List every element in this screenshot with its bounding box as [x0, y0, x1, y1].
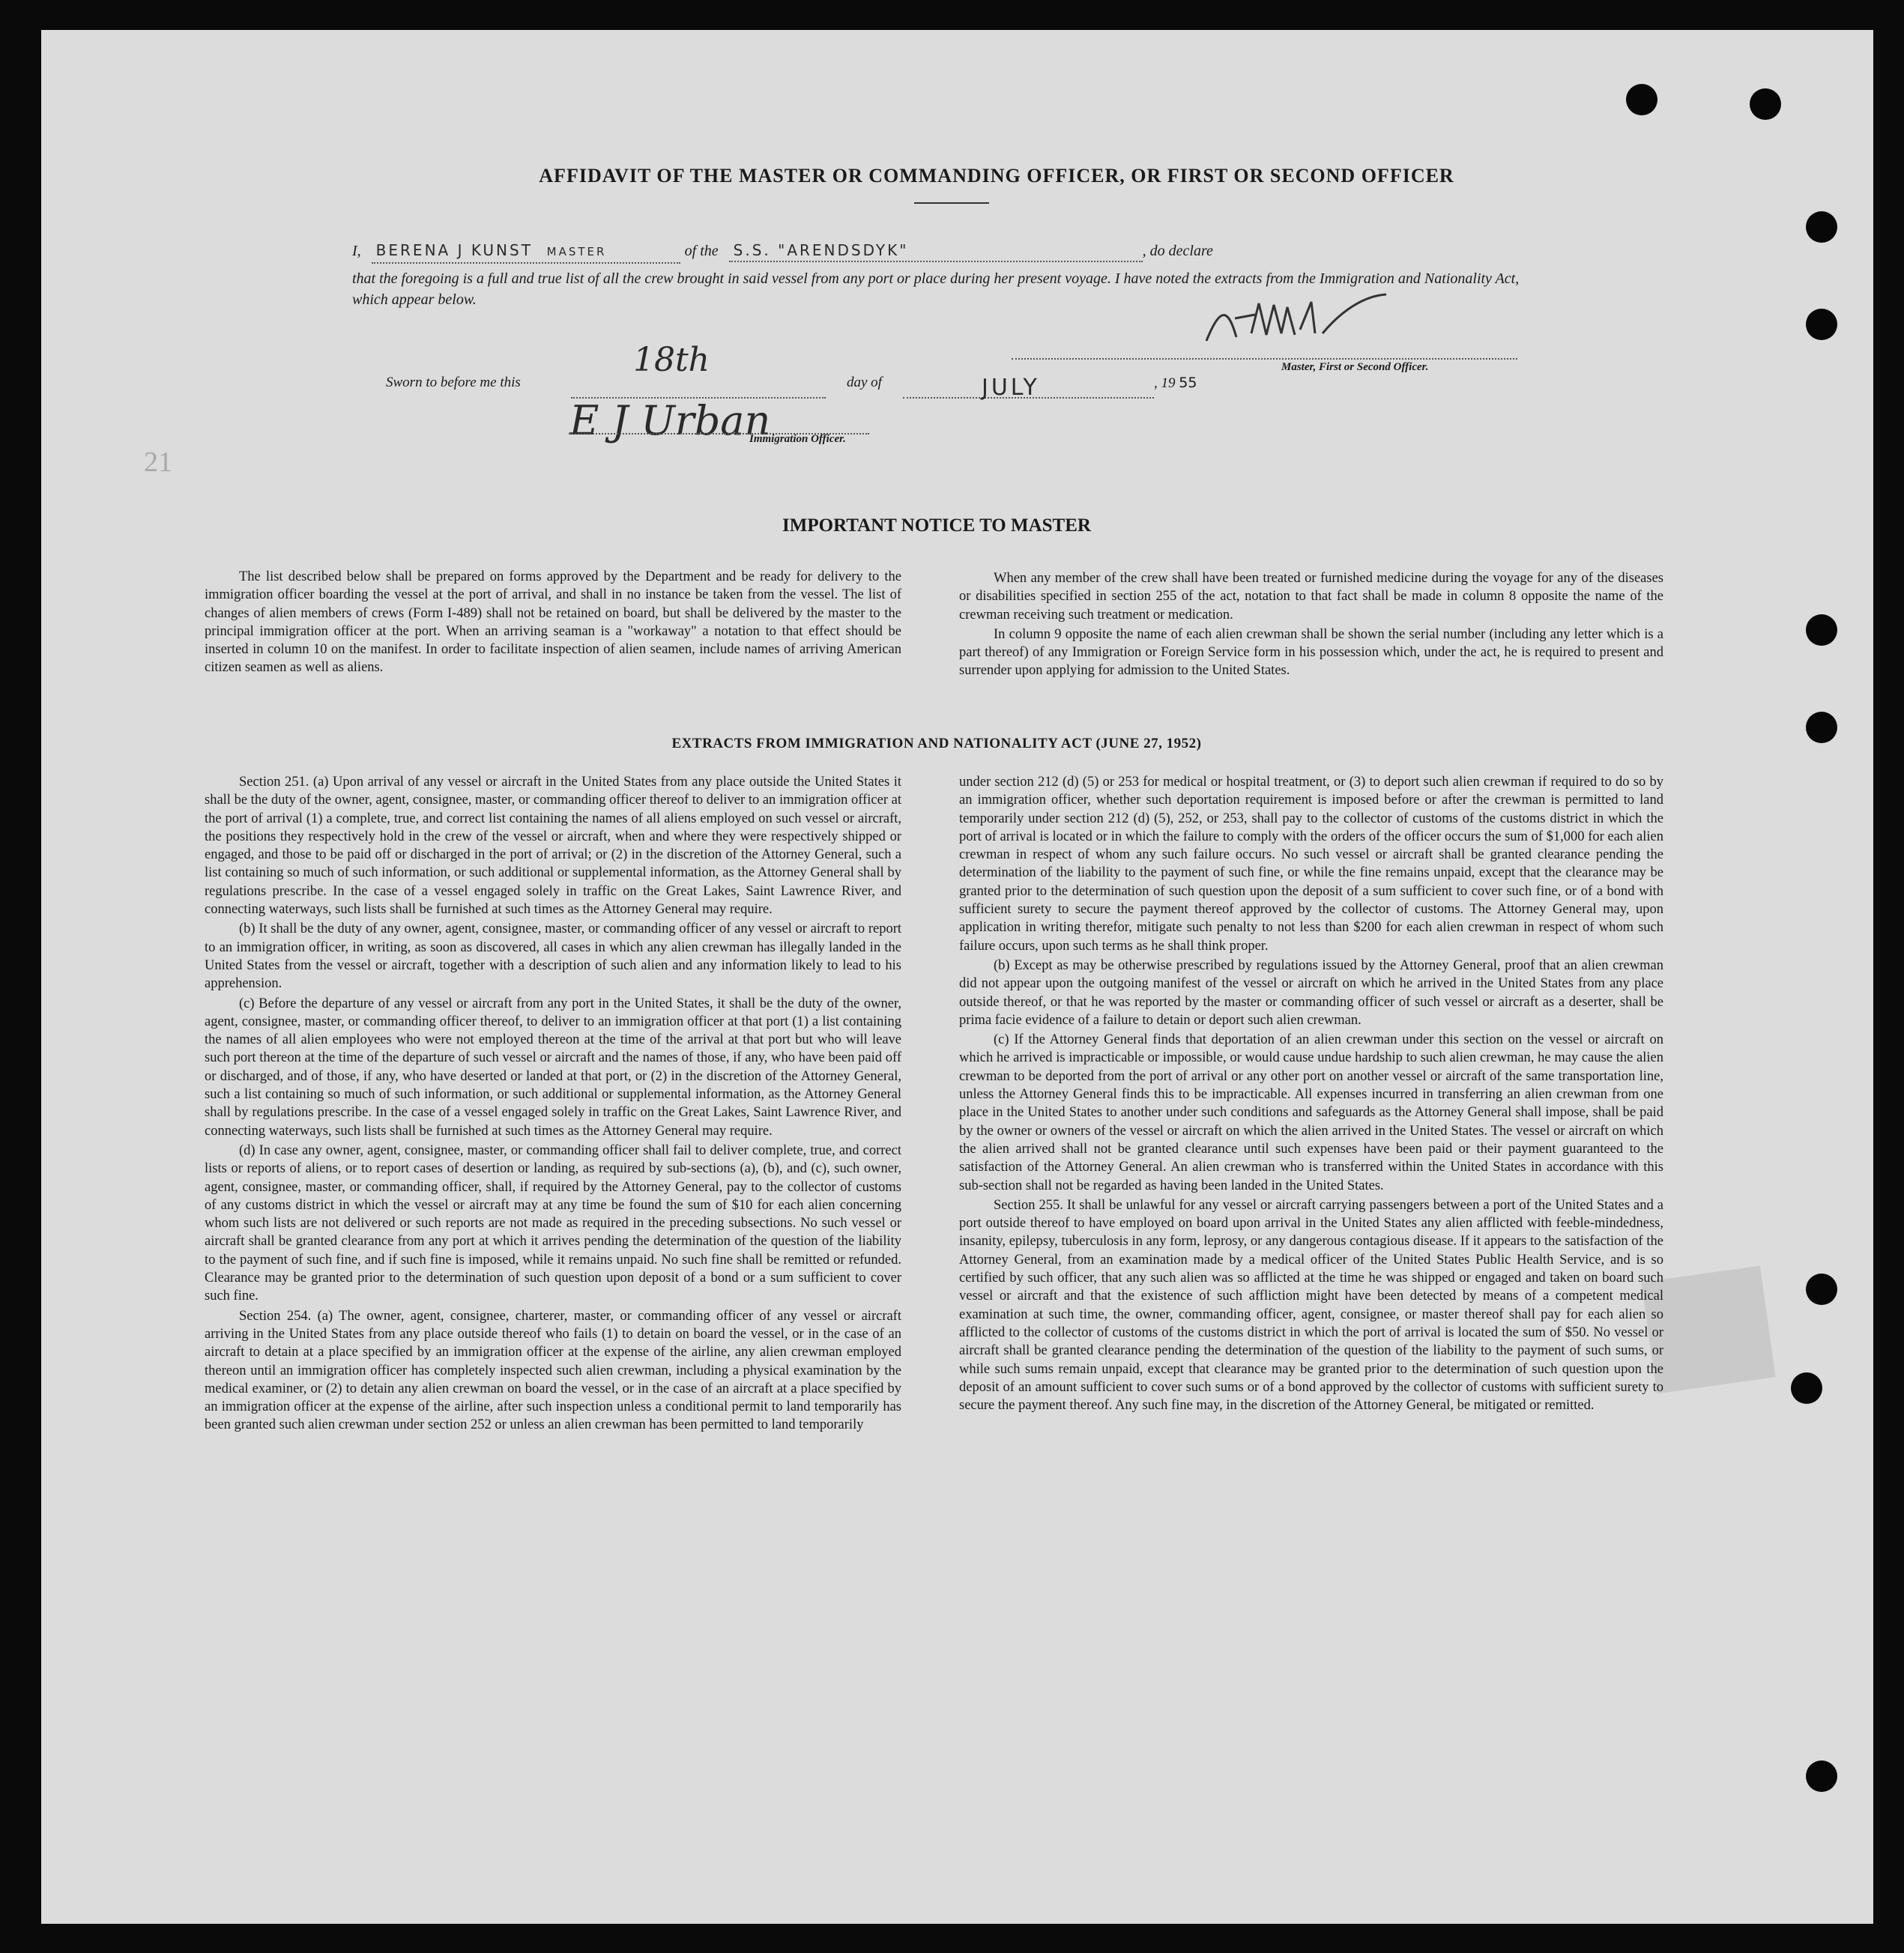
punch-hole — [1806, 309, 1837, 340]
title-underline — [914, 202, 989, 204]
year-prefix-text: , 19 — [1154, 375, 1176, 391]
extract-paragraph: (c) If the Attorney General finds that deportation of an alien crewman under this section on the vessel or aircraft on which he arrived is impracticable or impossible, or would cause undue hardship to such alien crewman, he may cause the alien crewman to be deported from the port of arrival or any other port on another vessel or aircraft of the same transportation line, unless the Attorney General finds this to be impracticable. All expenses incurred in transferring an alien crewman from one place in the United States to another under such conditions and safeguards as the Attorney General shall impose, shall be paid by the owner or owners of the vessel or aircraft on which the alien arrived in the United States. The vessel or aircraft on which the alien arrived shall not be granted clearance until such expenses have been paid or their payment guaranteed to the satisfaction of the Attorney General. An alien crewman who is transferred within the United States in accordance with this sub-section shall not be regarded as having been landed in the United States. — [959, 1032, 1663, 1193]
notice-right-paragraph: In column 9 opposite the name of each alien crewman shall be shown the serial number (including any letter which is a part thereof) of any Immigration or Foreign Service form in his possession which, under the act, he is required to present and surrender upon applying for admission to the United States. — [959, 626, 1663, 679]
year-prefix — [1154, 375, 1197, 392]
do-declare-label: , do declare — [1142, 243, 1213, 259]
notice-right-column — [959, 569, 1663, 682]
punch-hole — [1626, 84, 1657, 115]
of-the-label: of the — [684, 243, 719, 259]
extract-paragraph: Section 255. It shall be unlawful for any vessel or aircraft carrying passengers between a port of the United States and a port outside thereof to have employed on board upon arrival in the United States any alien afflicted with feeble-mindedness, insanity, epilepsy, tuberculosis in any form, leprosy, or any dangerous contagious disease. If it appears to the satisfaction of the Attorney General, from an examination made by a medical officer of the United States Public Health Service, and is so certified by such officer, that any such alien was so afflicted at the time he was shipped or engaged and taken on board such vessel or aircraft and that the existence of such affliction might have been detected by means of a competent medical examination at such time, the owner, commanding officer, agent, consignee, or master thereof shall pay for each alien so afflicted to the collector of customs of the customs district in which the port of arrival is located the sum of $50. No vessel or aircraft shall be granted clearance pending the determination of the question of the liability to the payment of such sums, or while such sums remain unpaid, except that clearance may be granted prior to the determination of such question upon the deposit of an amount sufficient to cover such sums or of a bond approved by the collector of customs with sufficient surety to secure the payment thereof. Any such fine may, in the discretion of the Attorney General, be mitigated or remitted. — [959, 1197, 1663, 1414]
punch-hole — [1806, 211, 1837, 243]
punch-hole — [1806, 712, 1837, 743]
extract-paragraph: under section 212 (d) (5) or 253 for medical or hospital treatment, or (3) to deport such alien crewman if required to do so by an immigration officer, whether such deportation requirement is imposed before or after the crewman is permitted to land temporarily under section 212 (d) (5), 252, or 253, shall pay to the collector of customs of the customs district in which the port of arrival is located or in which the failure to comply with the orders of the officer occurs the sum of $1,000 for each alien crewman in respect of whom any such failure occurs. No such vessel or aircraft shall be granted clearance pending the determination of the liability to the payment of such fine, or while the fine remains unpaid, except that the clearance may be granted prior to the determination of such question upon the deposit of a sum sufficient to cover such fine, or of a bond with sufficient surety to secure the payment thereof approved by the collector of customs. The Attorney General may, upon application in writing therefor, mitigate such penalty to not less than $200 for each alien crewman in respect of whom such failure occurs, upon such terms as he shall think proper. — [959, 775, 1663, 954]
notice-left-paragraph: The list described below shall be prepared on forms approved by the Department and be ready for delivery to the immigration officer boarding the vessel at the port of arrival, and shall in no instance be taken from the vessel. The list of changes of alien members of crews (Form I-489) shall not be retained on board, but shall be delivered by the master to the principal immigration officer at the port. When an arriving seaman is a "workaway" a notation to that effect should be inserted in column 10 on the manifest. In order to facilitate inspection of alien seamen, include names of arriving American citizen seamen as well as aliens. — [205, 569, 901, 676]
extract-paragraph: (b) It shall be the duty of any owner, agent, consignee, master, or commanding officer of any vessel or aircraft to report to an immigration officer, in writing, as soon as discovered, all cases in which any alien crewman has illegally landed in the United States from the vessel or aircraft, together with a description of such alien and any information likely to lead to his apprehension. — [205, 921, 901, 992]
year-value: 55 — [1179, 375, 1197, 391]
day-value: 18th — [633, 341, 710, 379]
notice-left-column — [205, 568, 901, 679]
master-name: BERENA J KUNST — [375, 241, 533, 259]
extract-paragraph: (d) In case any owner, agent, consignee, master, or commanding officer shall fail to deliver complete, true, and correct lists or reports of aliens, or to report cases of desertion or landing, as required by sub-sections (a), (b), and (c), such owner, agent, consignee, master, or commanding officer, shall, if required by the Attorney General, pay to the collector of customs of any customs district in which the vessel or aircraft may at any time be found the sum of $10 for each alien concerning whom such lists are not delivered or such reports are not made as required in the preceding subsections. No such vessel or aircraft shall be granted clearance from any port at which it arrives pending the determination of the question of the liability to the payment of such fine, and if such fine is imposed, while it remains unpaid. No such fine shall be remitted or refunded. Clearance may be granted prior to the determination of such question upon deposit of a bond or a sum sufficient to cover such fine. — [205, 1142, 901, 1304]
vessel-name: S.S. "ARENDSDYK" — [733, 241, 909, 259]
notice-right-paragraph: When any member of the crew shall have been treated or furnished medicine during the voyage for any of the diseases or disabilities specified in section 255 of the act, notation to that fact shall be made in column 8 opposite the name of the crewman receiving such treatment or medication. — [959, 571, 1663, 623]
punch-hole — [1806, 614, 1837, 646]
punch-hole — [1806, 1274, 1837, 1305]
extracts-left-column — [205, 773, 901, 1436]
affidavit-title: AFFIDAVIT OF THE MASTER OR COMMANDING OFFICER, OR FIRST OR SECOND OFFICER — [539, 165, 1454, 187]
punch-hole — [1750, 88, 1781, 120]
extract-paragraph: Section 251. (a) Upon arrival of any vessel or aircraft in the United States from any place outside the United States it shall be the duty of the owner, agent, consignee, master, or commanding officer thereof to deliver to an immigration officer at the port of arrival (1) a complete, true, and correct list containing the names of all aliens employed on such vessel or aircraft, the positions they respectively hold in the crew of the vessel or aircraft, when and where they were respectively shipped or engaged, and those to be paid off or discharged in the port of arrival; or (2) in the discretion of the Attorney General, such a list containing so much of such information, or such additional or supplemental information, as the Attorney General shall by regulations prescribe. In the case of a vessel engaged solely in traffic on the Great Lakes, Saint Lawrence River, and connecting waterways, such lists shall be furnished at such times as the Attorney General may require. — [205, 775, 901, 918]
sworn-label: Sworn to before me this — [386, 375, 521, 390]
master-word: MASTER — [546, 245, 607, 258]
vessel-name-field — [729, 240, 1143, 262]
extract-paragraph: Section 254. (a) The owner, agent, consignee, charterer, master, or commanding officer of any vessel or aircraft arriving in the United States from any place outside thereof who fails (1) to detain on board the vessel, or in the case of an aircraft to detain at a place specified by an immigration officer at the expense of the airline, any alien crewman employed thereon until an immigration officer has completely inspected such alien crewman, including a physical examination by the medical examiner, or (2) to detain any alien crewman on board the vessel, or in the case of an aircraft at a place specified by an immigration officer at the expense of the airline, after such inspection unless a conditional permit to land temporarily has been granted such alien crewman under section 252 or unless an alien crewman has been permitted to land temporarily — [205, 1308, 901, 1433]
extract-paragraph: (c) Before the departure of any vessel or aircraft from any port in the United States, it shall be the duty of the owner, agent, consignee, master, or commanding officer thereof, to deliver to an immigration officer at that port (1) a list containing the names of all alien employees who were not employed thereon at the time of the arrival at that port but who will leave such port thereon at the time of the departure of such vessel or aircraft and the names of those, if any, who have been paid off or discharged, and of those, if any, who have deserted or landed at that port, or (2) in the discretion of the Attorney General, such a list containing so much of such information, or such additional or supplemental information, as the Attorney General shall by regulations prescribe. In the case of a vessel engaged solely in traffic on the Great Lakes, Saint Lawrence River, and connecting waterways, such lists shall be furnished at such times as the Attorney General may require. — [205, 996, 901, 1139]
month-value: JULY — [982, 375, 1040, 401]
master-signature — [1199, 288, 1424, 356]
extracts-title: EXTRACTS FROM IMMIGRATION AND NATIONALITY ACT (JUNE 27, 1952) — [671, 736, 1202, 751]
signature-line — [1012, 358, 1517, 360]
declaration-line — [352, 240, 1521, 264]
signature-title: Master, First or Second Officer. — [1281, 361, 1429, 373]
punch-hole — [1791, 1372, 1822, 1404]
punch-hole — [1806, 1760, 1837, 1792]
declaration-body: that the foregoing is a full and true list of all the crew brought in said vessel from any port or place during her present voyage. I have noted the extracts from the Immigration and Nationality Act, which appear below. — [352, 270, 1520, 308]
extract-paragraph: (b) Except as may be otherwise prescribed by regulations issued by the Attorney General, proof that an alien crewman did not appear upon the outgoing manifest of the vessel or aircraft on which he arrived in the United States from any place outside thereof, or that he was reported by the master or commanding officer of such vessel or aircraft as a deserter, shall be prima facie evidence of a failure to detain or deport such alien crewman. — [959, 957, 1663, 1028]
margin-page-number: 21 — [144, 446, 172, 478]
day-of-label: day of — [847, 375, 882, 390]
officer-label: Immigration Officer. — [749, 433, 846, 445]
officer-signature: E J Urban — [569, 397, 771, 444]
declaration-start: I, — [352, 243, 361, 259]
notice-title: IMPORTANT NOTICE TO MASTER — [782, 515, 1091, 536]
extracts-right-column — [959, 773, 1663, 1416]
master-name-field — [372, 240, 680, 264]
